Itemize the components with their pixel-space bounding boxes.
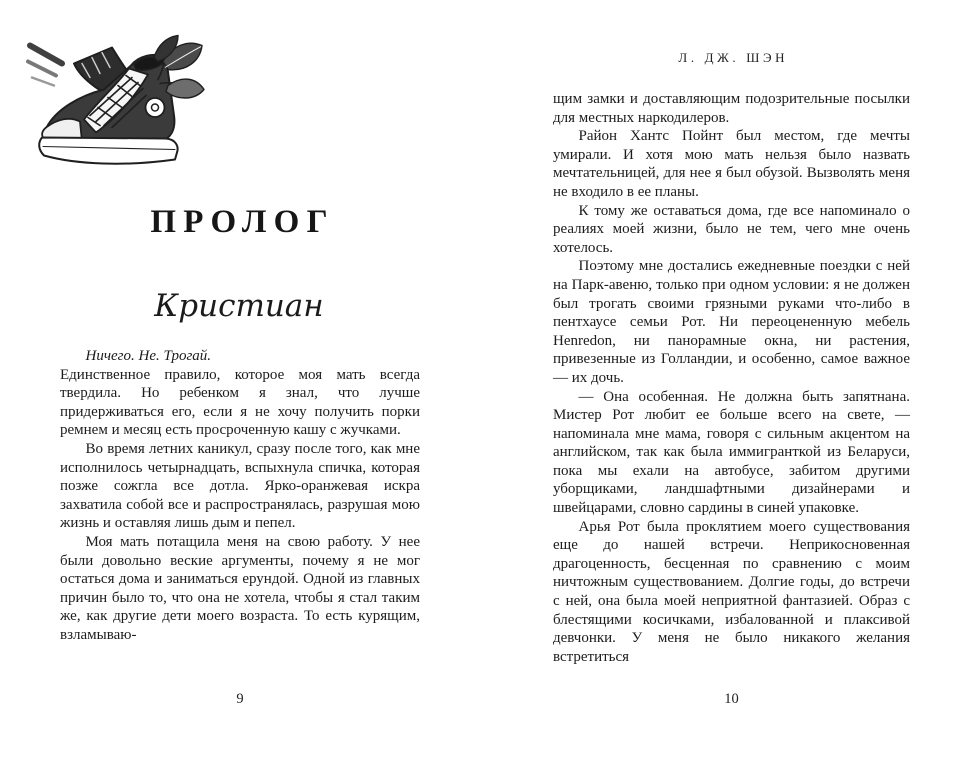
paragraph: Единственное правило, которое моя мать всегда твердила. Но ребенком я знал, что лучше придерживаться его, если я не хочу получить порки ремнем и месяц есть просроченную кашу с жучками. — [60, 366, 420, 439]
chapter-title: ПРОЛОГ — [150, 204, 335, 240]
sneakers-illustration-svg — [26, 32, 206, 190]
running-header: Л. ДЖ. ШЭН — [678, 50, 789, 65]
page-number-left: 9 — [236, 691, 244, 707]
sneakers-illustration — [26, 32, 206, 190]
chapter-subtitle: Кристиан — [154, 288, 324, 324]
paragraph: Район Хантс Пойнт был местом, где мечты умирали. И хотя мою мать нельзя было назвать мечтательницей, для нее я был обузой. Вызволять меня не входило в ее планы. — [553, 128, 910, 200]
right-page — [479, 0, 957, 773]
left-page — [0, 0, 478, 773]
paragraph: — Она особенная. Не должна быть запятнана. Мистер Рот любит ее больше всего на свете, — напоминала мне мама, говоря с сильным акцентом на английском, так как была иммигранткой из Беларуси, пока мы ехали на автобусе, забитом другими уборщиками, ландшафтными дизайнерами и швейцарами, словно сардины в синей упаковке. — [553, 388, 910, 517]
paragraph: Поэтому мне достались ежедневные поездки с ней на Парк-авеню, только при одном условии: я не должен был трогать своими грязными руками что-либо в пентхаусе семьи Рот. Ни переоцененную мебель Henredon, ни панорамные окна, ни растения, привезенные из Голландии, и особенно, самое важное — их дочь. — [553, 258, 910, 386]
left-page-body — [60, 347, 420, 645]
paragraph: К тому же оставаться дома, где все напоминало о реалиях моей жизни, было не тем, чего мне очень хотелось. — [553, 202, 910, 256]
paragraph: щим замки и доставляющим подозрительные посылки для местных наркодилеров. — [553, 91, 910, 126]
epigraph: Ничего. Не. Трогай. — [85, 348, 212, 364]
paragraph: Моя мать потащила меня на свою работу. У нее были довольно веские аргументы, почему я не мог остаться дома и заниматься ерундой. Одной из главных причин было то, что она не хотела, чтобы я стал таким же, как другие дети моего возраста. То есть курящим, взламываю- — [60, 533, 420, 643]
right-page-body — [553, 90, 910, 666]
paragraph: Во время летних каникул, сразу после того, как мне исполнилось четырнадцать, вспыхнула спичка, которая позже сожгла все дотла. Ярко-оранжевая искра захватила собой все и распространялась, разрушая мою жизнь и оставляя лишь дым и пепел. — [60, 440, 420, 532]
paragraph: Арья Рот была проклятием моего существования еще до нашей встречи. Неприкосновенная драгоценность, бесценная по сравнению с моим ничтожным существованием. Долгие годы, до встречи с ней, она была моей неприятной фантазией. Образ с блестящими косичками, избалованной и плаксивой девчонки. У меня не было никакого желания встретиться — [553, 518, 910, 665]
page-number-right: 10 — [724, 691, 739, 707]
